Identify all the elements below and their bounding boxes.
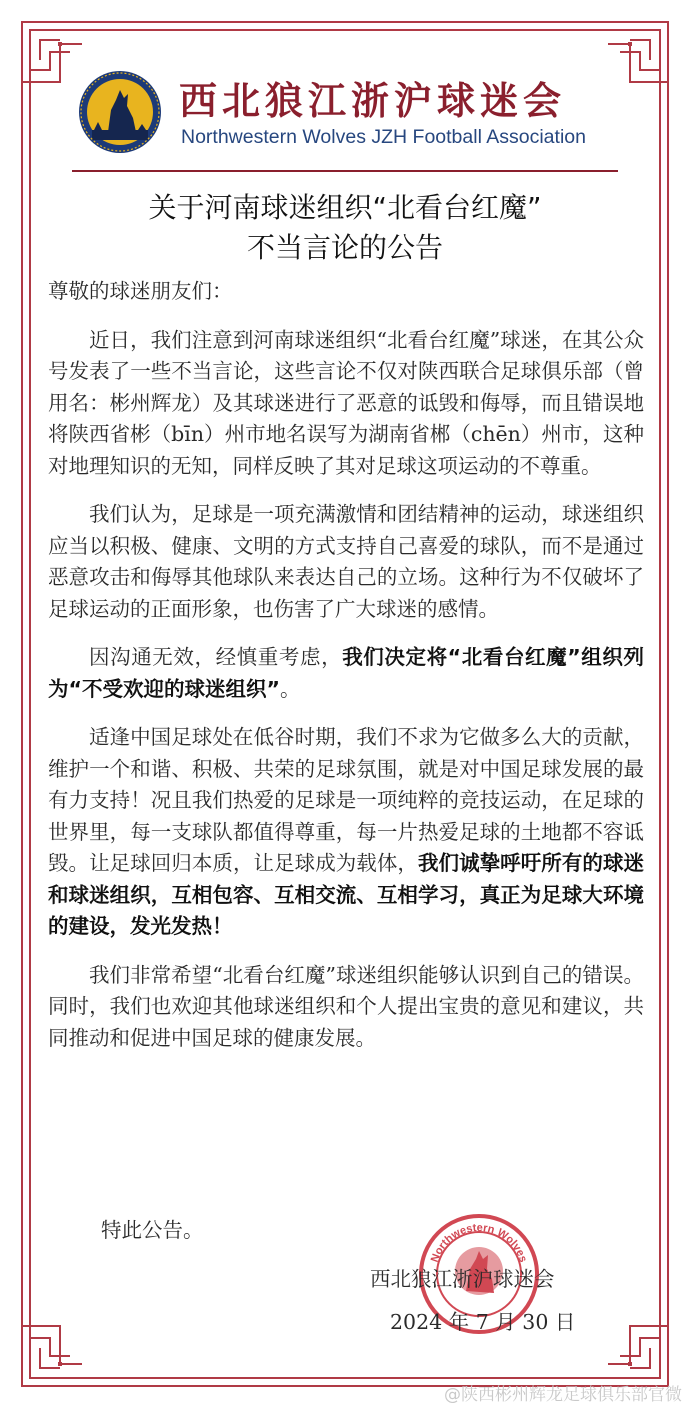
title-line-2: 不当言论的公告	[246, 231, 443, 264]
closing-line: 特此公告。	[101, 1218, 204, 1242]
association-chinese-name: 西北狼江浙沪球迷会	[179, 78, 567, 123]
paragraph-2: 我们认为，足球是一项充满激情和团结精神的运动，球迷组织应当以积极、健康、文明的方式支持自己喜爱的球队，而不是通过恶意攻击和侮辱其他球队来表达自己的立场。这种行为不仅破坏了足球运动的正面形象，也伤害了广大球迷的感情。	[48, 502, 644, 621]
seal-text: Northwestern Wolves	[428, 1221, 530, 1264]
signature-organization: 西北狼江浙沪球迷会	[370, 1267, 555, 1291]
paragraph-3-end: 。	[279, 676, 301, 701]
wolf-howling-moon-logo	[78, 70, 162, 154]
paragraph-4-emphasis: 我们诚挚呼吁所有的球迷和球迷组织，互相包容、互相交流、互相学习，真正为足球大环境的建设，发光发热！	[48, 851, 645, 938]
paragraph-1: 近日，我们注意到河南球迷组织“北看台红魔”球迷，在其公众号发表了一些不当言论，这些言论不仅对陕西联合足球俱乐部（曾用名：彬州辉龙）及其球迷进行了恶意的诋毁和侮辱，而且错误地将陕西省彬（bīn）州市地名误写为湖南省郴（chēn）州市，这种对地理知识的无知，同样反映了其对足球这项运动的不尊重。	[48, 327, 644, 478]
paragraph-5: 我们非常希望“北看台红魔”球迷组织能够认识到自己的错误。同时，我们也欢迎其他球迷组织和个人提出宝贵的意见和建议，共同推动和促进中国足球的健康发展。	[48, 962, 644, 1050]
paragraph-3	[48, 642, 644, 705]
header-divider	[72, 170, 618, 172]
signature-date: 2024 年 7 月 30 日	[390, 1310, 576, 1334]
letterhead	[78, 64, 638, 158]
paragraph-4	[48, 722, 644, 943]
paragraph-3-text: 因沟通无效，经慎重考虑，	[89, 645, 343, 669]
title-line-1: 关于河南球迷组织“北看台红魔”	[148, 191, 542, 224]
paragraph-4-text: 适逢中国足球处在低谷时期，我们不求为它做多么大的贡献，维护一个和谐、积极、共荣的足球氛围，就是对中国足球发展的最有力支持！况且我们热爱的足球是一项纯粹的竞技运动，在足球的世界里，每一支球队都值得尊重，每一片热爱足球的土地都不容诋毁。让足球回归本质，让足球成为载体，	[48, 725, 644, 875]
association-english-name: Northwestern Wolves JZH Football Association	[181, 126, 586, 148]
paragraph-3-emphasis: 我们决定将“北看台红魔”组织列为“不受欢迎的球迷组织”	[48, 645, 645, 701]
announcement-body	[48, 276, 644, 1071]
announcement-title	[40, 188, 650, 268]
weibo-watermark: @陕西彬州辉龙足球俱乐部官微	[444, 1385, 682, 1405]
salutation: 尊敬的球迷朋友们：	[48, 279, 233, 303]
